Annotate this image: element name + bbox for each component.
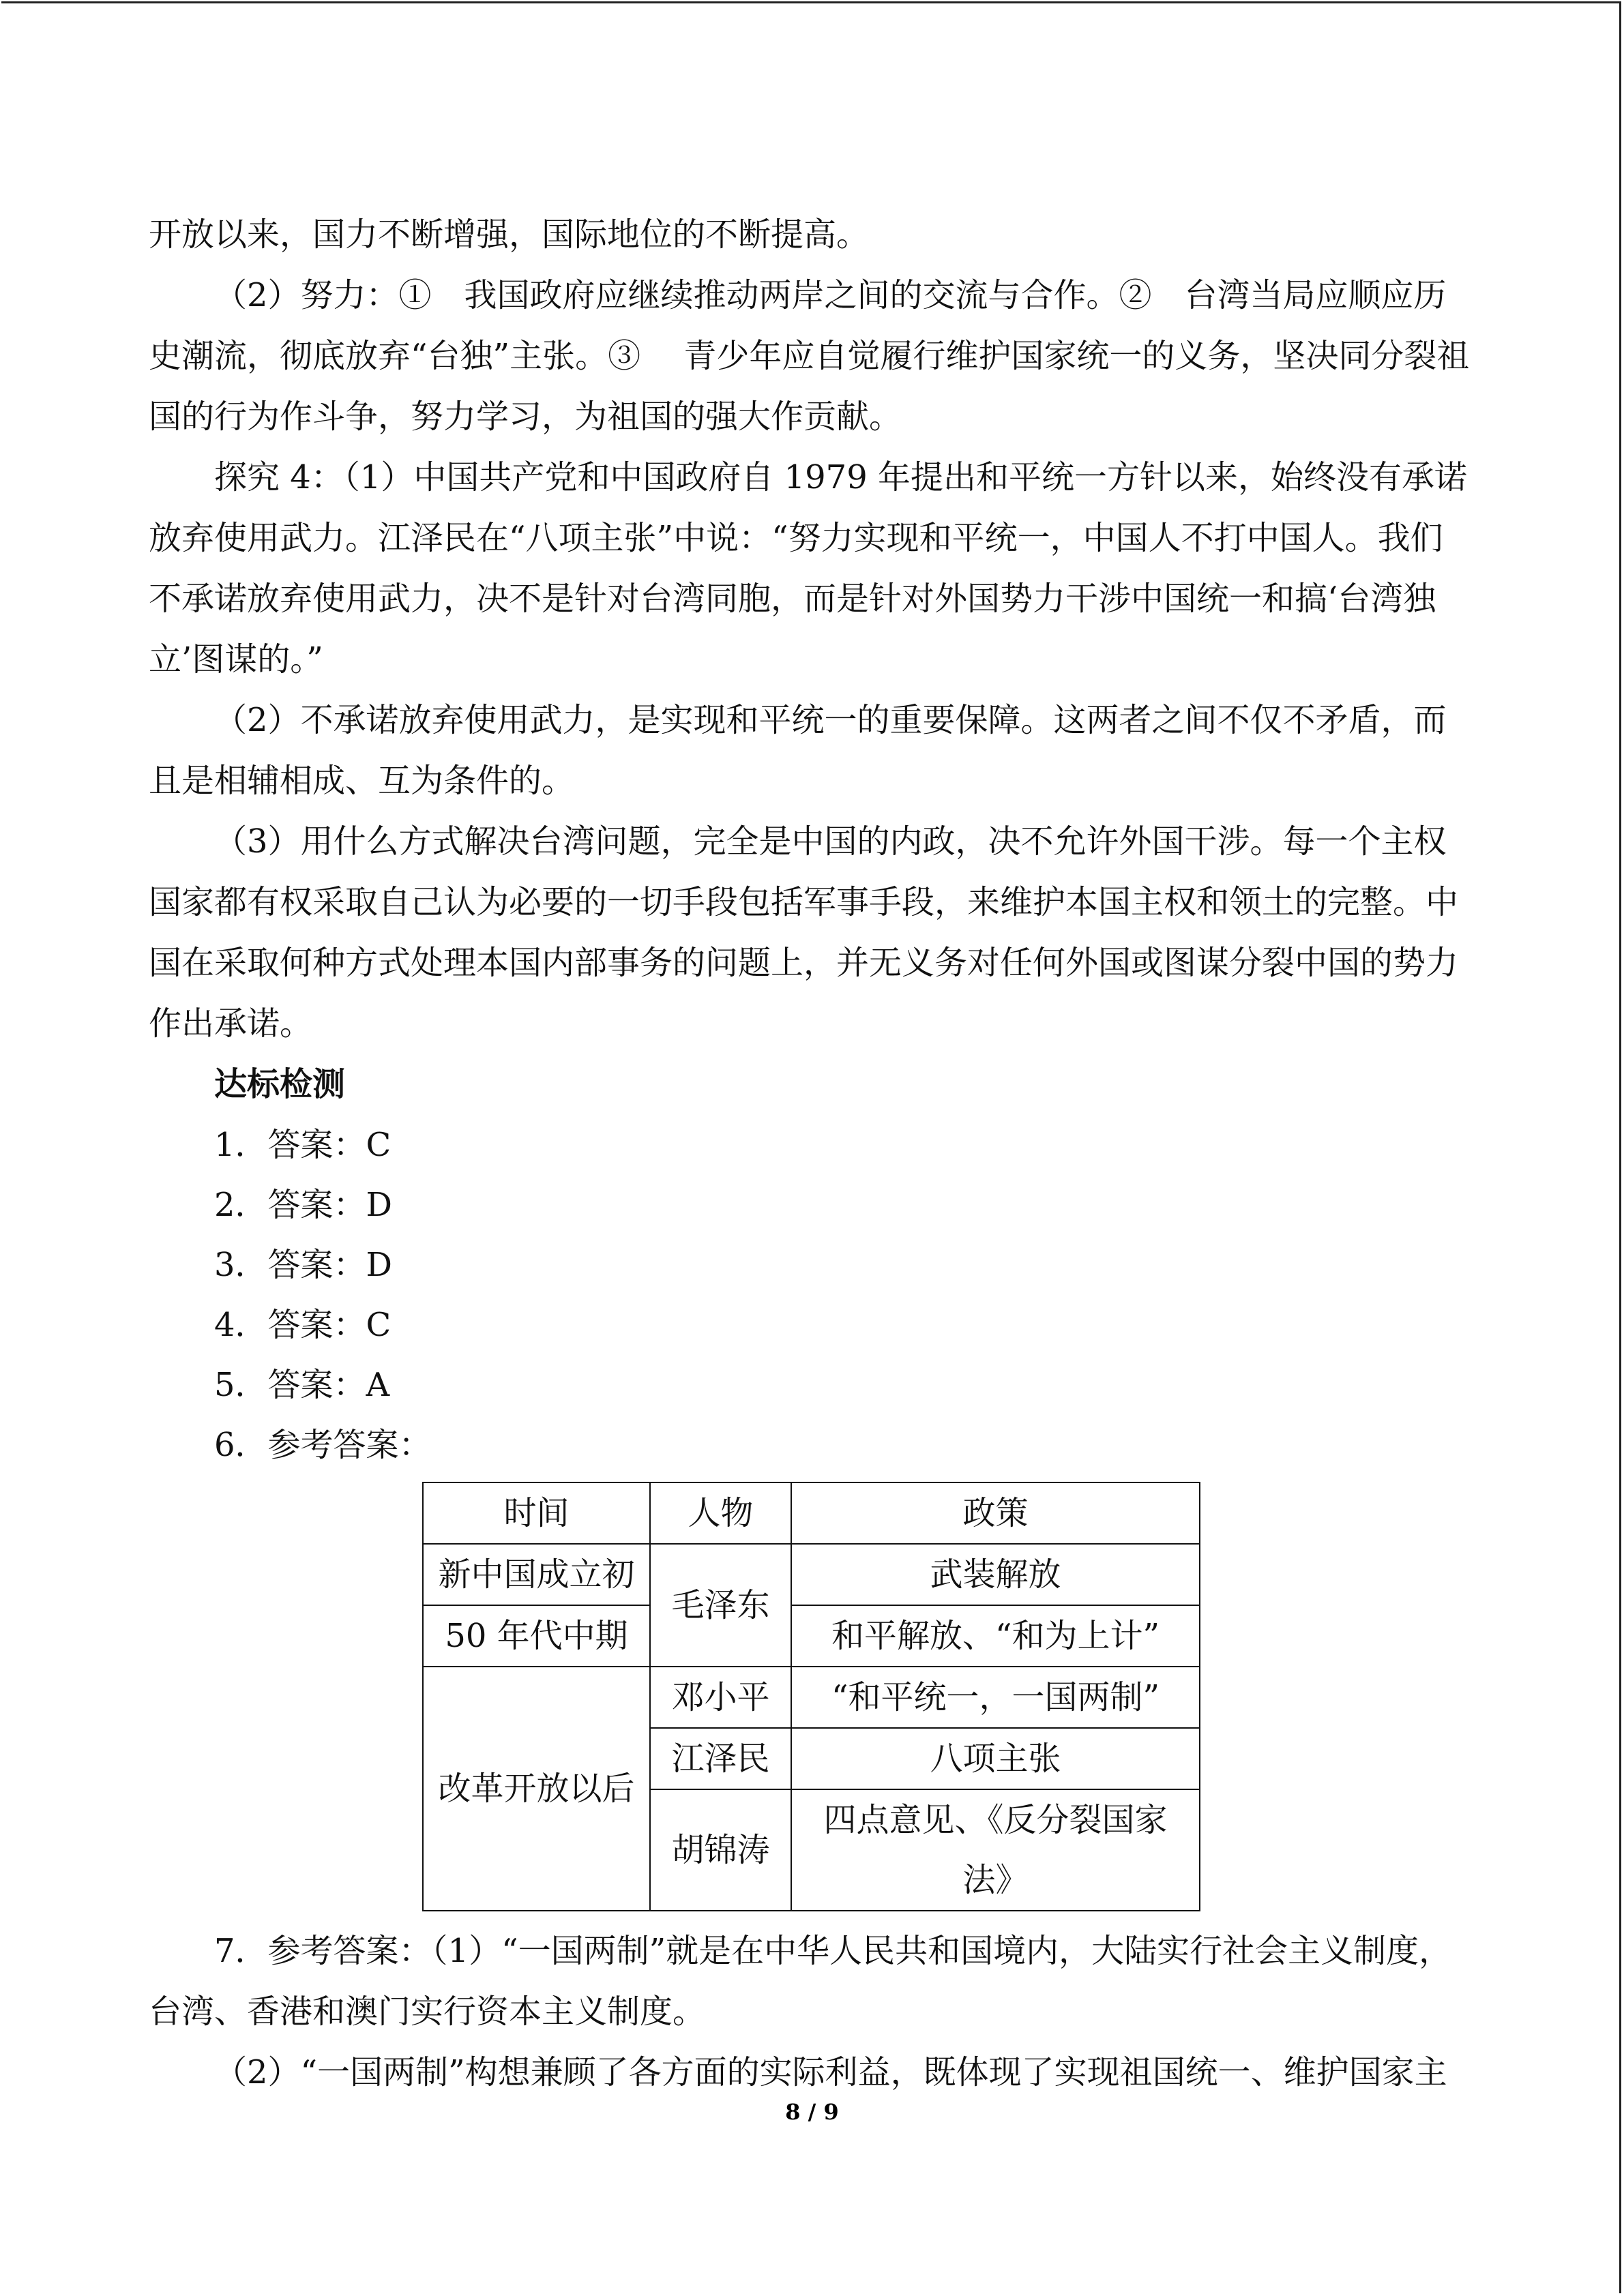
header-cell: 人物 — [650, 1482, 791, 1544]
answer-item: 4．答案：C — [214, 1306, 392, 1344]
table-header-row — [423, 1482, 1200, 1544]
answer-item: 2．答案：D — [214, 1186, 393, 1224]
document-body — [149, 205, 1475, 2103]
section-title: 达标检测 — [214, 1065, 346, 1103]
paragraph-inquiry-4-part-3: （3）用什么方式解决台湾问题，完全是中国的内政，决不允许外国干涉。每一个主权国家都有权采取自己认为必要的一切手段包括军事手段，来维护本国主权和领土的完整。中国在采取何种方式处理本国内部事务的问题上，并无义务对任何外国或图谋分裂中国的势力作出承诺。 — [149, 822, 1459, 1043]
table-cell: 四点意见、《反分裂国家法》 — [791, 1789, 1200, 1911]
table-cell: 和平解放、“和为上计” — [791, 1605, 1200, 1667]
table-row — [423, 1544, 1200, 1605]
table-cell: 武装解放 — [791, 1544, 1200, 1605]
table-cell: 新中国成立初 — [423, 1544, 650, 1605]
paragraph-answer-7-part-2: （2）“一国两制”构想兼顾了各方面的实际利益，既体现了实现祖国统一、维护国家主 — [214, 2053, 1447, 2091]
table-cell: 胡锦涛 — [650, 1789, 791, 1911]
paragraph-inquiry-4-part-2: （2）不承诺放弃使用武力，是实现和平统一的重要保障。这两者之间不仅不矛盾，而且是相辅相成、互为条件的。 — [149, 701, 1447, 800]
policy-table — [422, 1482, 1200, 1911]
table-cell: 八项主张 — [791, 1728, 1200, 1789]
table-cell: 江泽民 — [650, 1728, 791, 1789]
answer-item: 1．答案：C — [214, 1126, 392, 1164]
table-row — [423, 1667, 1200, 1728]
answer-item: 5．答案：A — [214, 1366, 390, 1404]
paragraph-answer-7: 7．参考答案：（1）“一国两制”就是在中华人民共和国境内，大陆实行社会主义制度，台湾、香港和澳门实行资本主义制度。 — [149, 1932, 1452, 2031]
header-cell: 时间 — [423, 1482, 650, 1544]
table-cell: 毛泽东 — [650, 1544, 791, 1667]
answer-item: 6．参考答案： — [214, 1426, 432, 1464]
paragraph-continuation: 开放以来，国力不断增强，国际地位的不断提高。 — [149, 215, 870, 254]
table-cell: 50 年代中期 — [423, 1605, 650, 1667]
table-cell: “和平统一，一国两制” — [791, 1667, 1200, 1728]
answer-item: 3．答案：D — [214, 1246, 393, 1284]
paragraph-efforts: （2）努力：① 我国政府应继续推动两岸之间的交流与合作。② 台湾当局应顺应历史潮流，彻底放弃“台独”主张。③ 青少年应自觉履行维护国家统一的义务，坚决同分裂祖国的行为作斗争，努力学习，为祖国的强大作贡献。 — [149, 276, 1470, 436]
header-cell: 政策 — [791, 1482, 1200, 1544]
paragraph-inquiry-4: 探究 4：（1）中国共产党和中国政府自 1979 年提出和平统一方针以来，始终没有承诺放弃使用武力。江泽民在“八项主张”中说：“努力实现和平统一，中国人不打中国人。我们不承诺放弃使用武力，决不是针对台湾同胞，而是针对外国势力干涉中国统一和搞‘台湾独立’图谋的。” — [149, 458, 1468, 679]
table-cell: 改革开放以后 — [423, 1667, 650, 1911]
table-row — [423, 1605, 1200, 1667]
table-cell: 邓小平 — [650, 1667, 791, 1728]
answer-list — [149, 1115, 1475, 1475]
page-number: 8 / 9 — [785, 2099, 839, 2125]
